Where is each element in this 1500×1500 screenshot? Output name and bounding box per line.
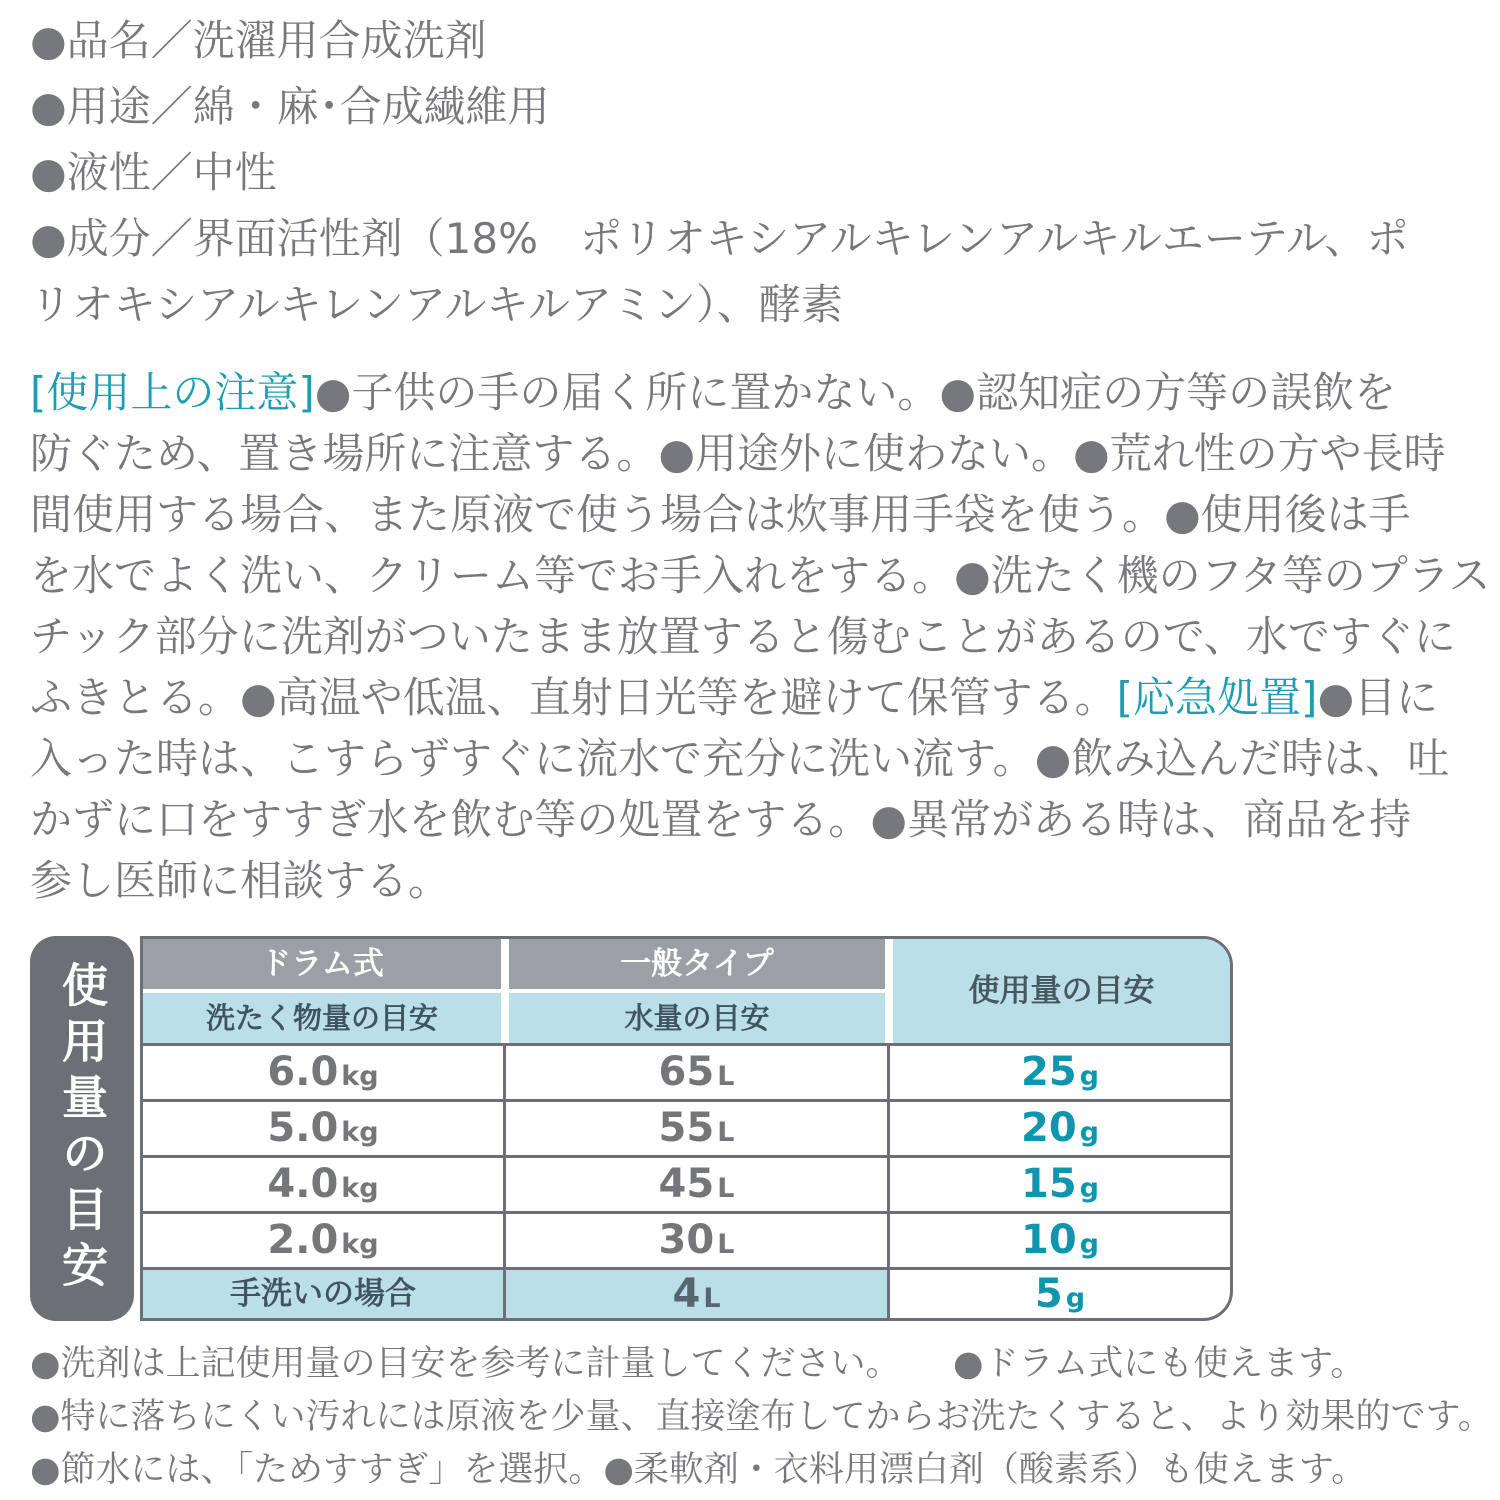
table-row bbox=[143, 1158, 1230, 1211]
subheader-laundry-load: 洗たく物量の目安 bbox=[143, 993, 501, 1043]
load-unit: kg bbox=[341, 1061, 379, 1092]
amount-cell bbox=[890, 1270, 1230, 1318]
hand-wash-label: 手洗いの場合 bbox=[143, 1270, 503, 1318]
amount-unit: g bbox=[1079, 1061, 1099, 1092]
load-value: 6.0 bbox=[267, 1049, 339, 1095]
water-value: 55 bbox=[658, 1105, 715, 1151]
table-row-hand-wash bbox=[143, 1270, 1230, 1318]
precautions-line bbox=[30, 850, 1490, 911]
water-unit: L bbox=[717, 1061, 735, 1092]
amount-cell bbox=[890, 1158, 1230, 1218]
amount-value: 15 bbox=[1021, 1161, 1077, 1207]
water-unit: L bbox=[717, 1117, 735, 1148]
precautions-line bbox=[30, 667, 1490, 728]
subheader-water-volume: 水量の目安 bbox=[509, 993, 885, 1043]
amount-value: 5 bbox=[1034, 1271, 1063, 1317]
amount-value: 20 bbox=[1021, 1105, 1077, 1151]
precautions-text: ふきとる。●高温や低温、直射日光等を避けて保管する。 bbox=[30, 673, 1117, 722]
load-unit: kg bbox=[341, 1229, 379, 1260]
dosage-side-label: 使用量の目安 bbox=[30, 936, 134, 1321]
precautions-text: 間使用する場合、また原液で使う場合は炊事用手袋を使う。●使用後は手 bbox=[30, 490, 1411, 539]
product-info-line-ingredients-cont: リオキシアルキレンアルキルアミン）、酵素 bbox=[30, 280, 843, 329]
load-cell bbox=[143, 1046, 503, 1106]
amount-cell bbox=[890, 1102, 1230, 1162]
amount-cell bbox=[890, 1046, 1230, 1106]
load-cell bbox=[143, 1214, 503, 1274]
water-value: 4 bbox=[672, 1271, 701, 1317]
col-header-usage-amount: 使用量の目安 bbox=[893, 939, 1230, 1043]
load-unit: kg bbox=[341, 1117, 379, 1148]
amount-unit: g bbox=[1079, 1117, 1099, 1148]
footnote-line: ●洗剤は上記使用量の目安を参考に計量してください。 ●ドラム式にも使えます。 bbox=[30, 1344, 1366, 1384]
col-header-general-type: 一般タイプ bbox=[509, 939, 885, 989]
load-value: 5.0 bbox=[267, 1105, 339, 1151]
load-cell bbox=[143, 1102, 503, 1162]
precautions-line bbox=[30, 728, 1490, 789]
amount-unit: g bbox=[1079, 1173, 1099, 1204]
amount-value: 25 bbox=[1021, 1049, 1077, 1095]
precautions-line bbox=[30, 423, 1490, 484]
precautions-text: チック部分に洗剤がついたまま放置すると傷むことがあるので、水ですぐに bbox=[30, 612, 1456, 661]
water-unit: L bbox=[703, 1283, 721, 1314]
precautions-text: を水でよく洗い、クリーム等でお手入れをする。●洗たく機のフタ等のプラス bbox=[30, 551, 1491, 600]
water-unit: L bbox=[717, 1173, 735, 1204]
water-value: 45 bbox=[658, 1161, 715, 1207]
section-heading-first-aid: [応急処置] bbox=[1116, 673, 1318, 722]
water-value: 65 bbox=[658, 1049, 715, 1095]
water-cell bbox=[506, 1270, 887, 1318]
section-heading-usage-precautions: [使用上の注意] bbox=[30, 368, 315, 417]
footnotes bbox=[30, 1338, 1500, 1497]
load-value: 4.0 bbox=[267, 1161, 339, 1207]
footnote-line: ●特に落ちにくい汚れには原液を少量、直接塗布してからお洗たくすると、より効果的です。 bbox=[30, 1397, 1493, 1437]
precautions-text: ●子供の手の届く所に置かない。●認知症の方等の誤飲を bbox=[314, 368, 1397, 417]
water-cell bbox=[506, 1158, 887, 1218]
table-row bbox=[143, 1102, 1230, 1155]
water-unit: L bbox=[717, 1229, 735, 1260]
precautions-line bbox=[30, 545, 1490, 606]
amount-cell bbox=[890, 1214, 1230, 1274]
precautions-line bbox=[30, 606, 1490, 667]
precautions-text: 入った時は、こすらずすぐに流水で充分に洗い流す。●飲み込んだ時は、吐 bbox=[30, 734, 1450, 783]
precautions-text: ●目に bbox=[1317, 673, 1439, 722]
footnote-line: ●節水には、「ためすすぎ」を選択。●柔軟剤・衣料用漂白剤（酸素系）も使えます。 bbox=[30, 1450, 1367, 1490]
precautions-text: 防ぐため、置き場所に注意する。●用途外に使わない。●荒れ性の方や長時 bbox=[30, 429, 1446, 478]
water-cell bbox=[506, 1214, 887, 1274]
product-info-line-name: ●品名／洗濯用合成洗剤 bbox=[30, 16, 487, 65]
precautions-line bbox=[30, 484, 1490, 545]
dosage-table bbox=[140, 936, 1233, 1321]
amount-value: 10 bbox=[1021, 1217, 1077, 1263]
amount-unit: g bbox=[1079, 1229, 1099, 1260]
product-info-line-use: ●用途／綿・麻･合成繊維用 bbox=[30, 82, 550, 131]
precautions-line bbox=[30, 362, 1490, 423]
load-unit: kg bbox=[341, 1173, 379, 1204]
product-info-line-ingredients: ●成分／界面活性剤（18% ポリオキシアルキレンアルキルエーテル、ポ bbox=[30, 214, 1409, 263]
load-cell bbox=[143, 1158, 503, 1218]
water-cell bbox=[506, 1102, 887, 1162]
precautions-text: かずに口をすすぎ水を飲む等の処置をする。●異常がある時は、商品を持 bbox=[30, 795, 1412, 844]
product-info-line-liquid-type: ●液性／中性 bbox=[30, 148, 277, 197]
table-row bbox=[143, 1214, 1230, 1267]
load-value: 2.0 bbox=[267, 1217, 339, 1263]
water-value: 30 bbox=[658, 1217, 715, 1263]
product-info bbox=[30, 8, 1490, 338]
table-row bbox=[143, 1046, 1230, 1099]
amount-unit: g bbox=[1065, 1283, 1086, 1314]
precautions-line bbox=[30, 789, 1490, 850]
precautions-text: 参し医師に相談する。 bbox=[30, 856, 451, 905]
col-header-drum-type: ドラム式 bbox=[143, 939, 501, 989]
precautions bbox=[30, 362, 1490, 911]
water-cell bbox=[506, 1046, 887, 1106]
